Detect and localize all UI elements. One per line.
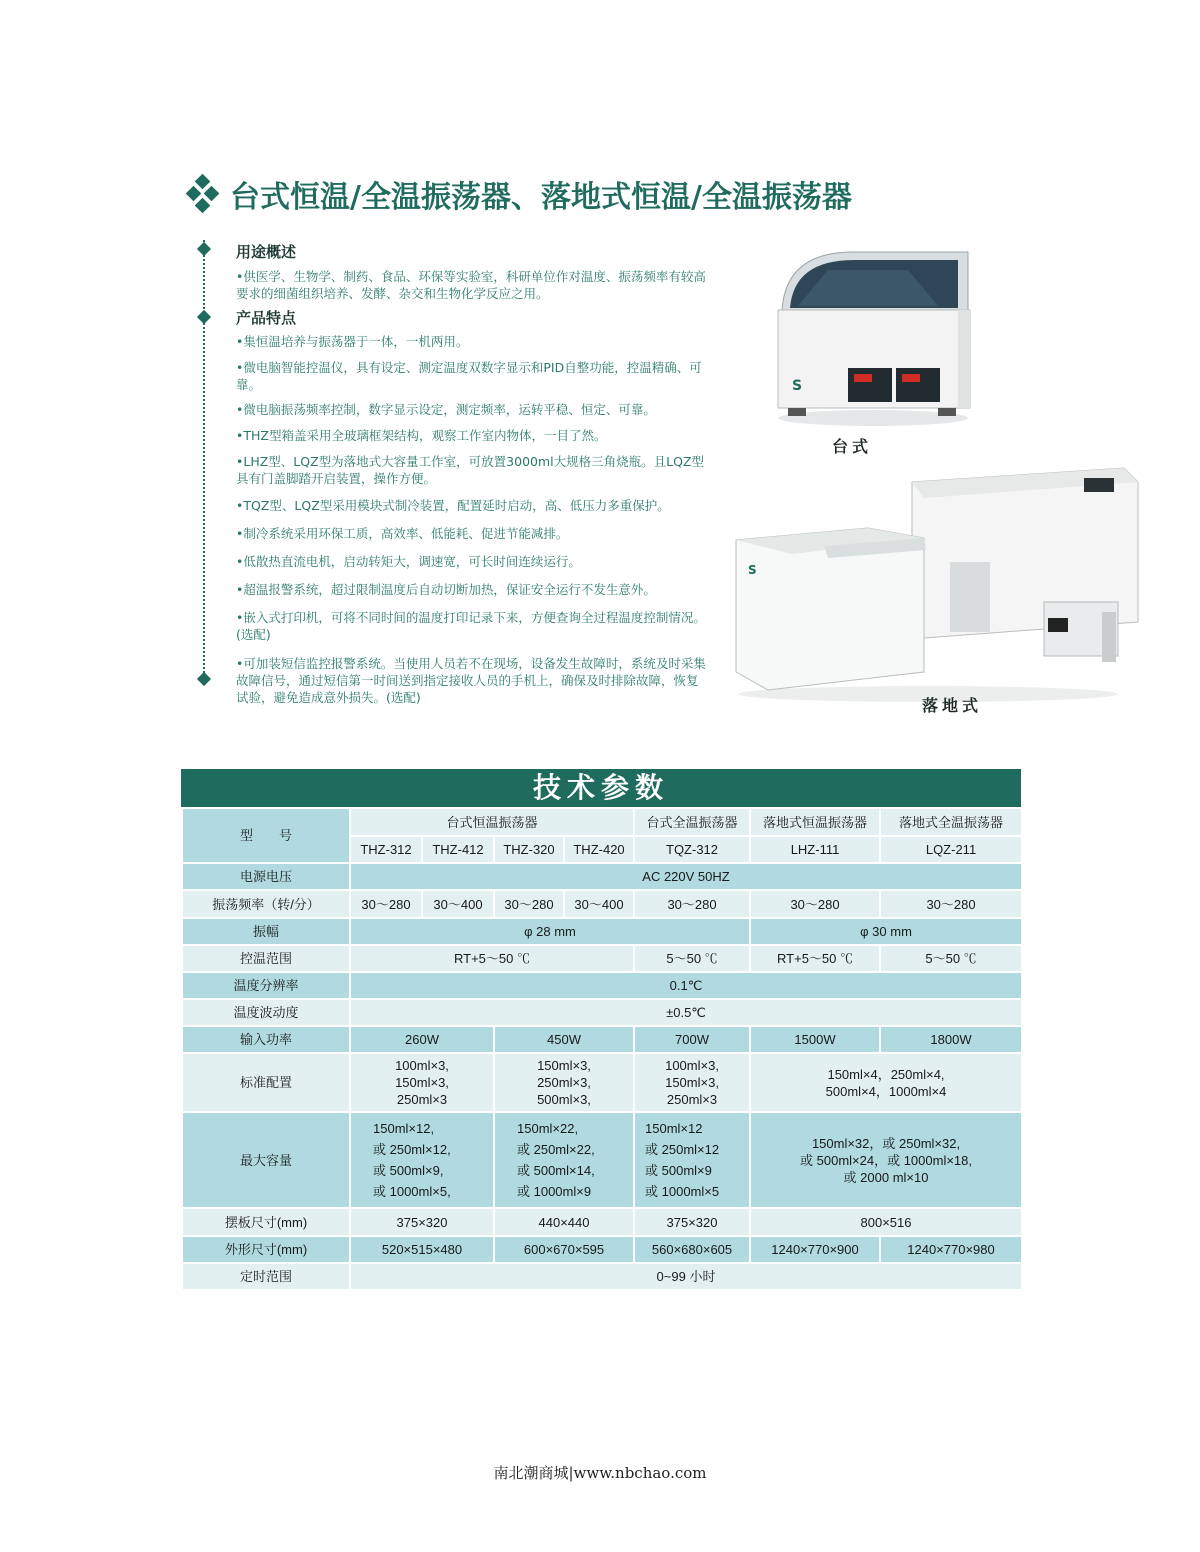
table-row <box>182 1236 1022 1263</box>
feature-item: •嵌入式打印机，可将不同时间的温度打印记录下来，方便查询全过程温度控制情况。(选配) <box>236 610 706 642</box>
cell-line: 150ml×3, <box>395 1075 449 1090</box>
cell-line: 150ml×32，或 250ml×32, <box>811 1135 961 1151</box>
table-cell: 600×670×595 <box>494 1236 634 1263</box>
group-header: 落地式全温振荡器 <box>880 808 1022 836</box>
row-label: 温度波动度 <box>182 999 350 1026</box>
row-label: 温度分辨率 <box>182 972 350 999</box>
model-cell: LHZ-111 <box>750 836 880 863</box>
cell-line: 250ml×3 <box>666 1092 718 1107</box>
benchtop-label: 台式 <box>832 437 873 456</box>
table-cell: 30～280 <box>880 890 1022 918</box>
table-cell: 30～280 <box>350 890 422 918</box>
feature-item: •超温报警系统，超过限制温度后自动切断加热，保证安全运行不发生意外。 <box>236 582 656 597</box>
table-row <box>182 1208 1022 1236</box>
spec-table <box>181 807 1023 1291</box>
table-cell: 30～280 <box>634 890 750 918</box>
table-cell: 0~99 小时 <box>350 1263 1022 1290</box>
table-cell: 30～400 <box>422 890 494 918</box>
table-cell: ±0.5℃ <box>350 999 1022 1026</box>
cell-line: 或 500ml×24，或 1000ml×18, <box>800 1152 972 1168</box>
cell-line: 500ml×3, <box>537 1092 591 1107</box>
cell-line: 250ml×3 <box>396 1092 448 1107</box>
feature-item: •TQZ型、LQZ型采用模块式制冷装置，配置延时启动，高、低压力多重保护。 <box>236 498 670 513</box>
table-cell <box>750 1053 1022 1112</box>
table-cell: AC 220V 50HZ <box>350 863 1022 890</box>
row-label: 定时范围 <box>182 1263 350 1290</box>
feature-item: •THZ型箱盖采用全玻璃框架结构，观察工作室内物体，一目了然。 <box>236 428 607 443</box>
row-label: 电源电压 <box>182 863 350 890</box>
cell-line: 或 500ml×14, <box>517 1163 595 1178</box>
diamond-bullet-icon <box>197 310 211 324</box>
cell-line: 100ml×3, <box>665 1058 719 1073</box>
cell-line: 150ml×3, <box>665 1075 719 1090</box>
usage-paragraph: •供医学、生物学、制药、食品、环保等实验室，科研单位作对温度、振荡频率有较高要求的细菌组织培养、发酵、杂交和生物化学反应之用。 <box>236 269 706 301</box>
table-cell <box>634 1053 750 1112</box>
model-cell: TQZ-312 <box>634 836 750 863</box>
row-label: 标准配置 <box>182 1053 350 1112</box>
table-cell: 1500W <box>750 1026 880 1053</box>
cell-line: 150ml×22, <box>517 1121 579 1136</box>
table-cell <box>350 1053 494 1112</box>
cell-line: 或 500ml×9, <box>373 1163 444 1178</box>
cell-line: 150ml×3, <box>537 1058 591 1073</box>
model-cell: THZ-420 <box>564 836 634 863</box>
table-cell: 5～50 ℃ <box>880 945 1022 972</box>
row-label: 摆板尺寸(mm) <box>182 1208 350 1236</box>
row-label: 输入功率 <box>182 1026 350 1053</box>
cell-line: 或 1000ml×5 <box>645 1184 720 1199</box>
table-cell: 450W <box>494 1026 634 1053</box>
feature-item: •微电脑智能控温仪，具有设定、测定温度双数字显示和PID自整功能，控温精确、可靠。 <box>236 360 702 392</box>
model-cell: THZ-312 <box>350 836 422 863</box>
table-cell: 260W <box>350 1026 494 1053</box>
cell-line: 250ml×3, <box>537 1075 591 1090</box>
table-cell: 0.1℃ <box>350 972 1022 999</box>
table-cell: φ 28 mm <box>350 918 750 945</box>
footer-text: 南北潮商城|www.nbchao.com <box>493 1464 707 1482</box>
svg-text:S: S <box>792 378 803 394</box>
table-cell: φ 30 mm <box>750 918 1022 945</box>
table-cell: 700W <box>634 1026 750 1053</box>
feature-item: •制冷系统采用环保工质，高效率、低能耗、促进节能减排。 <box>236 526 569 541</box>
feature-item: •可加装短信监控报警系统。当使用人员若不在现场，设备发生故障时，系统及时采集故障信号，通过短信第一时间送到指定接收人员的手机上，确保及时排除故障，恢复试验，避免造成意外损失。(选配) <box>236 656 706 705</box>
table-row <box>182 1026 1022 1053</box>
floor-shaker-image <box>728 462 1148 712</box>
table-cell: 375×320 <box>634 1208 750 1236</box>
row-label: 外形尺寸(mm) <box>182 1236 350 1263</box>
diamond-bullet-icon <box>197 242 211 256</box>
row-label: 最大容量 <box>182 1112 350 1208</box>
table-cell: 5～50 ℃ <box>634 945 750 972</box>
dotted-divider <box>203 240 207 680</box>
diamond-bullet-icon <box>197 672 211 686</box>
table-row <box>182 863 1022 890</box>
cell-line: 或 1000ml×9 <box>517 1184 592 1199</box>
table-cell: 1240×770×980 <box>880 1236 1022 1263</box>
table-cell: 440×440 <box>494 1208 634 1236</box>
table-cell <box>494 1112 634 1208</box>
model-label: 型 号 <box>182 808 350 863</box>
row-label: 控温范围 <box>182 945 350 972</box>
cell-line: 500ml×4，1000ml×4 <box>825 1083 947 1099</box>
cell-line: 或 250ml×12, <box>373 1142 451 1157</box>
row-label: 振幅 <box>182 918 350 945</box>
table-cell: 30～280 <box>750 890 880 918</box>
table-row <box>182 1053 1022 1112</box>
table-row <box>182 1112 1022 1208</box>
cell-line: 150ml×12, <box>373 1121 435 1136</box>
table-cell: 1240×770×900 <box>750 1236 880 1263</box>
table-cell: 800×516 <box>750 1208 1022 1236</box>
table-cell <box>494 1053 634 1112</box>
table-cell <box>750 1112 1022 1208</box>
table-row <box>182 808 1022 836</box>
cell-line: 150ml×12 <box>645 1121 703 1136</box>
group-header: 台式全温振荡器 <box>634 808 750 836</box>
benchtop-shaker-image <box>768 240 978 430</box>
model-cell: THZ-412 <box>422 836 494 863</box>
table-cell: 1800W <box>880 1026 1022 1053</box>
table-row <box>182 999 1022 1026</box>
cell-line: 或 2000 ml×10 <box>843 1169 929 1185</box>
table-cell <box>634 1112 750 1208</box>
section-heading-usage: 用途概述 <box>236 243 297 261</box>
group-header: 台式恒温振荡器 <box>350 808 634 836</box>
cell-line: 150ml×4，250ml×4, <box>827 1066 945 1082</box>
group-header: 落地式恒温振荡器 <box>750 808 880 836</box>
model-cell: THZ-320 <box>494 836 564 863</box>
feature-item: •LHZ型、LQZ型为落地式大容量工作室，可放置3000ml大规格三角烧瓶。且LQZ型具有门盖脚踏开启装置，操作方便。 <box>236 454 704 486</box>
table-row <box>182 1263 1022 1290</box>
table-cell: 30～400 <box>564 890 634 918</box>
cell-line: 或 500ml×9 <box>645 1163 712 1178</box>
svg-text:S: S <box>748 563 757 577</box>
table-row <box>182 972 1022 999</box>
title-row <box>186 172 852 216</box>
cell-line: 或 250ml×22, <box>517 1142 595 1157</box>
table-row <box>182 945 1022 972</box>
table-row <box>182 890 1022 918</box>
row-label: 振荡频率（转/分） <box>182 890 350 918</box>
table-cell: 30～280 <box>494 890 564 918</box>
table-cell: 520×515×480 <box>350 1236 494 1263</box>
table-row <box>182 918 1022 945</box>
cell-line: 或 1000ml×5, <box>373 1184 451 1199</box>
diamond-cluster-icon <box>186 174 220 214</box>
page-title: 台式恒温/全温振荡器、落地式恒温/全温振荡器 <box>230 180 852 215</box>
table-cell: 375×320 <box>350 1208 494 1236</box>
table-cell: 560×680×605 <box>634 1236 750 1263</box>
model-cell: LQZ-211 <box>880 836 1022 863</box>
spec-header: 技术参数 <box>181 769 1021 807</box>
cell-line: 或 250ml×12 <box>645 1142 720 1157</box>
floor-label: 落地式 <box>922 696 983 715</box>
feature-item: •微电脑振荡频率控制，数字显示设定，测定频率，运转平稳、恒定、可靠。 <box>236 402 656 417</box>
table-cell: RT+5～50 ℃ <box>750 945 880 972</box>
table-cell <box>350 1112 494 1208</box>
cell-line: 100ml×3, <box>395 1058 449 1073</box>
table-cell: RT+5～50 ℃ <box>350 945 634 972</box>
feature-item: •低散热直流电机，启动转矩大，调速宽，可长时间连续运行。 <box>236 554 581 569</box>
section-heading-features: 产品特点 <box>236 309 297 327</box>
feature-item: •集恒温培养与振荡器于一体，一机两用。 <box>236 334 469 349</box>
